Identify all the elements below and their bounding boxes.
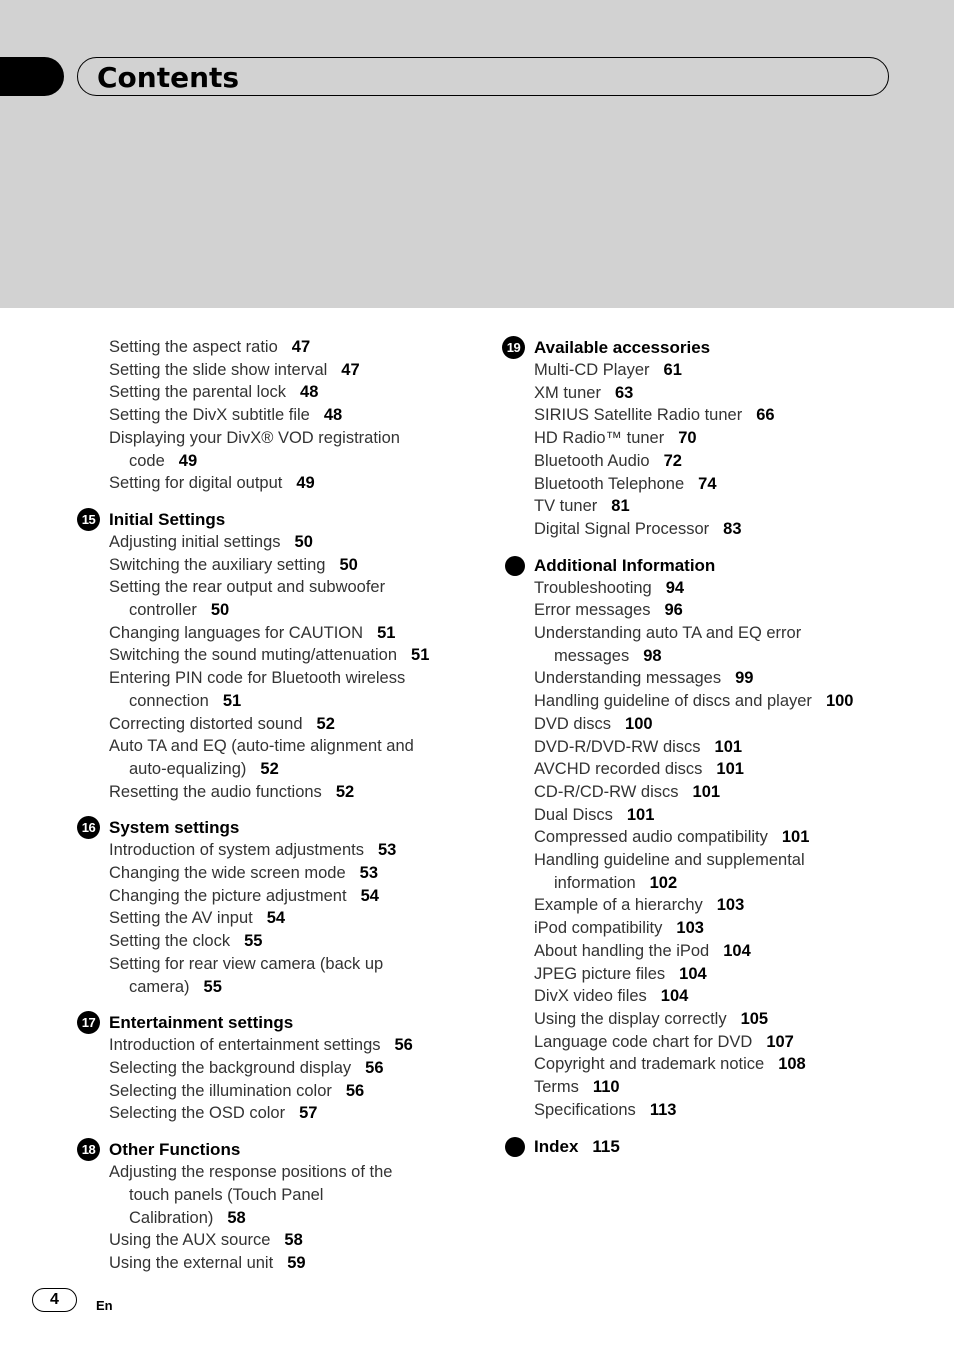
entry-continuation [109, 1184, 477, 1207]
toc-section [502, 336, 942, 541]
entry-text: Introduction of entertainment settings [109, 1036, 381, 1055]
chapter-badge: 19 [502, 336, 525, 359]
page-ref: 113 [649, 1100, 677, 1119]
entry-text: Auto TA and EQ (auto-time alignment and [109, 737, 414, 756]
page-ref: 100 [825, 692, 854, 711]
page-ref: 51 [222, 691, 242, 710]
toc-entry[interactable] [502, 826, 942, 849]
entry-text: Handling guideline of discs and player [534, 692, 812, 711]
page-ref: 101 [716, 760, 744, 779]
entry-text: DVD-R/DVD-RW discs [534, 737, 701, 756]
chapter-badge: 17 [77, 1011, 100, 1034]
entry-continuation [109, 690, 477, 713]
page-ref: 54 [360, 886, 379, 905]
entry-text: XM tuner [534, 383, 601, 402]
page-ref: 101 [692, 782, 721, 801]
page-ref: 105 [740, 1009, 769, 1028]
entry-text: Changing languages for CAUTION [109, 623, 364, 642]
toc-entry[interactable] [502, 917, 942, 940]
entry-text: Setting for digital output [109, 474, 283, 493]
toc-entry[interactable] [77, 1102, 477, 1125]
entry-text: CD-R/CD-RW discs [534, 782, 679, 801]
entry-text: Error messages [534, 601, 651, 620]
toc-entry[interactable] [502, 1031, 942, 1054]
page-ref: 102 [649, 873, 678, 892]
toc-entry[interactable] [502, 427, 942, 450]
entry-text-cont: auto-equalizing) [129, 759, 247, 778]
toc-entry[interactable] [502, 690, 942, 713]
entry-continuation [109, 1207, 477, 1230]
toc-entry[interactable] [77, 781, 477, 804]
entry-text-cont: camera) [129, 977, 190, 996]
entry-continuation [534, 645, 942, 668]
section-title: Additional Information [534, 555, 716, 575]
entry-text: HD Radio™ tuner [534, 429, 665, 448]
toc-entry[interactable] [77, 885, 477, 908]
toc-entry[interactable] [77, 713, 477, 736]
entry-text: Selecting the illumination color [109, 1081, 332, 1100]
page-number: 4 [32, 1288, 77, 1312]
toc-entry[interactable] [77, 381, 477, 404]
entry-text: AVCHD recorded discs [534, 760, 703, 779]
page-ref: 98 [643, 646, 662, 665]
section-title: Index [534, 1136, 579, 1156]
page-ref: 52 [316, 714, 335, 733]
toc-entry[interactable] [77, 667, 477, 712]
entry-text: Entering PIN code for Bluetooth wireless [109, 669, 406, 688]
toc-entry[interactable] [77, 336, 477, 359]
page-ref: 53 [359, 864, 379, 883]
page-ref: 104 [723, 941, 751, 960]
page-ref: 81 [611, 497, 630, 516]
page-ref: 108 [778, 1055, 806, 1074]
entry-text: Compressed audio compatibility [534, 828, 768, 847]
toc-entry[interactable] [502, 1076, 942, 1099]
page-ref: 101 [626, 805, 655, 824]
entry-text-cont: controller [129, 601, 197, 620]
page-ref: 104 [679, 964, 707, 983]
page-ref: 53 [377, 841, 397, 860]
page-ref: 47 [341, 360, 360, 379]
page-ref: 51 [377, 623, 396, 642]
toc-entry[interactable] [77, 404, 477, 427]
toc-entry[interactable] [77, 644, 477, 667]
entry-text: Switching the auxiliary setting [109, 555, 326, 574]
page-ref: 115 [592, 1136, 620, 1156]
entry-text: iPod compatibility [534, 919, 663, 938]
section-heading[interactable] [77, 816, 477, 839]
entry-text: Multi-CD Player [534, 361, 650, 379]
page-ref: 61 [663, 361, 682, 379]
toc-right-column [502, 336, 942, 1171]
page-title: Contents [97, 61, 240, 94]
toc-left-column [77, 336, 477, 1288]
section-heading[interactable] [77, 1138, 477, 1161]
entry-text: About handling the iPod [534, 941, 710, 960]
page-ref: 99 [735, 669, 754, 688]
entry-text: JPEG picture files [534, 964, 666, 983]
page-ref: 57 [299, 1104, 318, 1123]
toc-entry[interactable] [502, 758, 942, 781]
entry-text: Bluetooth Telephone [534, 474, 685, 493]
page-ref: 52 [335, 782, 355, 801]
entry-text: Displaying your DivX® VOD registration [109, 428, 400, 447]
toc-entry[interactable] [502, 599, 942, 622]
page-ref: 94 [665, 578, 685, 597]
page-ref: 51 [411, 646, 430, 665]
page-ref: 103 [716, 896, 745, 915]
toc-entry[interactable] [77, 1034, 477, 1057]
entry-text: Resetting the audio functions [109, 782, 322, 801]
toc-entry[interactable] [502, 1099, 942, 1122]
page-ref: 56 [345, 1081, 365, 1100]
entry-text: Correcting distorted sound [109, 714, 303, 733]
entry-text: DVD discs [534, 714, 612, 733]
entry-continuation [109, 450, 477, 473]
toc-section [77, 336, 477, 495]
entry-continuation [109, 758, 477, 781]
entry-text: Changing the wide screen mode [109, 864, 346, 883]
toc-entry[interactable] [502, 359, 942, 382]
page-ref: 110 [592, 1078, 620, 1097]
section-title: Available accessories [534, 338, 711, 357]
toc-section [77, 508, 477, 803]
section-title: Entertainment settings [109, 1013, 294, 1033]
toc-entry[interactable] [502, 849, 942, 894]
entry-text: Example of a hierarchy [534, 896, 703, 915]
toc-entry[interactable] [77, 622, 477, 645]
entry-text-cont: information [554, 873, 636, 892]
toc-entry[interactable] [77, 907, 477, 930]
entry-text: Setting the rear output and subwoofer [109, 578, 386, 597]
entry-text: Setting the slide show interval [109, 360, 328, 379]
toc-section [77, 1138, 477, 1275]
page-ref: 83 [723, 519, 742, 538]
page-ref: 72 [663, 451, 682, 470]
entry-text-cont: code [129, 451, 165, 470]
toc-section [77, 816, 477, 998]
toc-section [502, 1135, 942, 1158]
toc-entry[interactable] [77, 472, 477, 495]
page-ref: 107 [766, 1032, 794, 1051]
entry-text: Using the display correctly [534, 1009, 727, 1028]
entry-text-cont: Calibration) [129, 1208, 214, 1227]
page-ref: 70 [678, 429, 697, 448]
toc-entry[interactable] [77, 735, 477, 780]
page-ref: 58 [284, 1231, 303, 1250]
header-tab [0, 57, 64, 96]
entry-text: Terms [534, 1078, 579, 1097]
entry-text: Setting the aspect ratio [109, 338, 278, 356]
entry-text: Using the external unit [109, 1253, 274, 1272]
toc-entry[interactable] [77, 359, 477, 382]
toc-entry[interactable] [502, 985, 942, 1008]
toc-entry[interactable] [77, 930, 477, 953]
entry-text: DivX video files [534, 987, 647, 1006]
chapter-badge [505, 556, 525, 576]
toc-entry[interactable] [77, 531, 477, 554]
section-title: Other Functions [109, 1140, 241, 1160]
toc-entry[interactable] [77, 1161, 477, 1229]
page-ref: 56 [394, 1036, 413, 1055]
toc-entry[interactable] [77, 1229, 477, 1252]
section-heading[interactable] [77, 1011, 477, 1034]
toc-entry[interactable] [77, 862, 477, 885]
page-ref: 96 [664, 601, 683, 620]
page-ref: 101 [714, 737, 743, 756]
toc-entry[interactable] [502, 382, 942, 405]
entry-text: Selecting the background display [109, 1058, 352, 1077]
page-ref: 63 [614, 383, 634, 402]
toc-entry[interactable] [77, 1080, 477, 1103]
toc-entry[interactable] [77, 554, 477, 577]
page-ref: 48 [323, 406, 343, 425]
toc-entry[interactable] [77, 427, 477, 472]
entry-text: Switching the sound muting/attenuation [109, 646, 398, 665]
page-ref: 54 [266, 909, 286, 928]
entry-text: Setting the clock [109, 932, 231, 951]
chapter-badge [505, 1137, 525, 1157]
toc-entry[interactable] [502, 577, 942, 600]
toc-entry[interactable] [502, 450, 942, 473]
toc-entry[interactable] [502, 404, 942, 427]
page-ref: 74 [698, 474, 717, 493]
page-ref: 49 [296, 474, 315, 493]
page-ref: 59 [287, 1253, 306, 1272]
page-ref: 55 [244, 932, 263, 951]
toc-entry[interactable] [502, 736, 942, 759]
page-ref: 55 [203, 977, 222, 996]
entry-text-cont: touch panels (Touch Panel [129, 1185, 324, 1204]
page-ref: 103 [676, 919, 704, 938]
entry-continuation [534, 872, 942, 895]
toc-entry[interactable] [77, 1252, 477, 1275]
entry-text: Understanding messages [534, 669, 722, 688]
page-ref: 50 [294, 532, 313, 551]
toc-entry[interactable] [502, 622, 942, 667]
entry-text: Setting the AV input [109, 909, 253, 928]
toc-entry[interactable] [77, 839, 477, 862]
toc-entry[interactable] [502, 940, 942, 963]
entry-text-cont: connection [129, 691, 209, 710]
toc-entry[interactable] [502, 781, 942, 804]
toc-entry[interactable] [502, 804, 942, 827]
header-band [0, 0, 954, 308]
page-ref: 48 [300, 383, 319, 402]
page-ref: 49 [178, 451, 198, 470]
page-ref: 47 [291, 338, 311, 356]
entry-text: Changing the picture adjustment [109, 886, 347, 905]
toc-entry[interactable] [502, 667, 942, 690]
entry-text: Dual Discs [534, 805, 613, 824]
entry-text-cont: messages [554, 646, 630, 665]
entry-text: Language code chart for DVD [534, 1032, 753, 1051]
section-heading[interactable] [502, 1135, 942, 1158]
entry-text: Troubleshooting [534, 578, 652, 597]
entry-text: Adjusting the response positions of the [109, 1163, 393, 1182]
toc-entry[interactable] [502, 473, 942, 496]
entry-text: Setting the parental lock [109, 383, 287, 402]
entry-text: Selecting the OSD color [109, 1104, 286, 1123]
section-title: Initial Settings [109, 509, 226, 529]
section-heading[interactable] [502, 336, 942, 359]
entry-text: Setting the DivX subtitle file [109, 406, 310, 425]
page-ref: 100 [625, 714, 653, 733]
entry-text: Adjusting initial settings [109, 532, 281, 551]
section-heading[interactable] [502, 554, 942, 577]
entry-text: Setting for rear view camera (back up [109, 954, 384, 973]
title-pill [77, 57, 889, 96]
entry-text: Using the AUX source [109, 1231, 271, 1250]
language-code: En [96, 1298, 113, 1313]
entry-text: Digital Signal Processor [534, 519, 710, 538]
toc-section [502, 554, 942, 1122]
toc-entry[interactable] [77, 576, 477, 621]
entry-text: Handling guideline and supplemental [534, 851, 805, 870]
entry-text: Understanding auto TA and EQ error [534, 624, 802, 643]
entry-continuation [109, 976, 477, 999]
page-ref: 52 [260, 759, 279, 778]
page-ref: 56 [365, 1058, 384, 1077]
toc-entry[interactable] [502, 495, 942, 518]
toc-entry[interactable] [502, 713, 942, 736]
chapter-badge: 16 [77, 816, 100, 839]
entry-continuation [109, 599, 477, 622]
toc-entry[interactable] [502, 894, 942, 917]
entry-text: Bluetooth Audio [534, 451, 650, 470]
section-heading[interactable] [77, 508, 477, 531]
chapter-badge: 18 [77, 1138, 100, 1161]
toc-entry[interactable] [502, 518, 942, 541]
page-ref: 104 [660, 987, 689, 1006]
entry-text: Introduction of system adjustments [109, 841, 364, 860]
page-ref: 50 [210, 601, 230, 620]
page-ref: 101 [781, 828, 810, 847]
toc-entry[interactable] [77, 953, 477, 998]
page-ref: 66 [756, 406, 775, 425]
toc-entry[interactable] [502, 963, 942, 986]
entry-text: TV tuner [534, 497, 598, 516]
section-title: System settings [109, 818, 240, 838]
chapter-badge: 15 [77, 508, 100, 531]
toc-section [77, 1011, 477, 1125]
page-ref: 50 [339, 555, 358, 574]
entry-text: Copyright and trademark notice [534, 1055, 765, 1074]
entry-text: SIRIUS Satellite Radio tuner [534, 406, 743, 425]
page-ref: 58 [227, 1208, 246, 1227]
toc-entry[interactable] [77, 1057, 477, 1080]
entry-text: Specifications [534, 1100, 636, 1119]
toc-entry[interactable] [502, 1053, 942, 1076]
toc-entry[interactable] [502, 1008, 942, 1031]
